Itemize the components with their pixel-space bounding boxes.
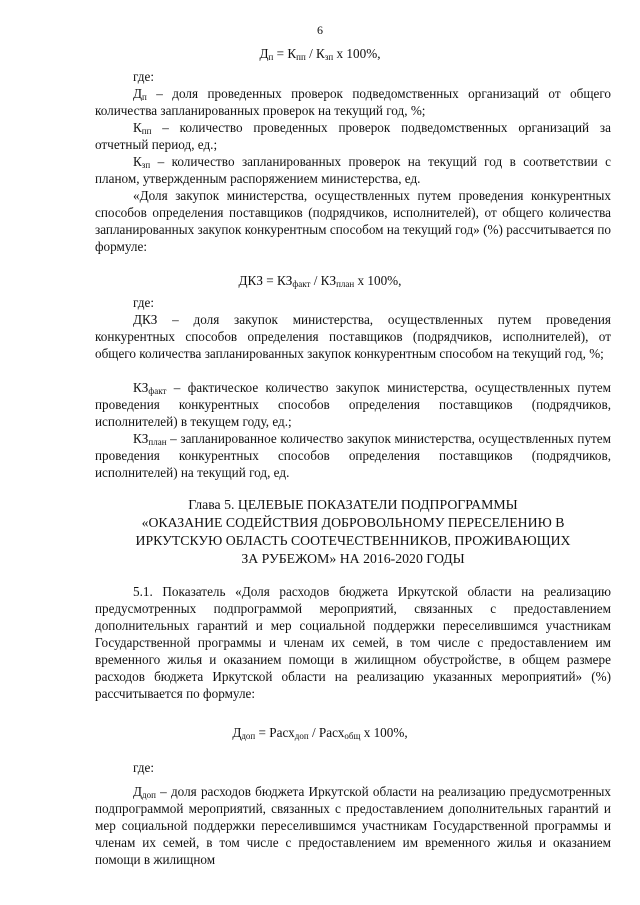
def-symbol: К — [133, 154, 142, 169]
def-text: – доля расходов бюджета Иркутской области на реализацию предусмотренных подпрограммой мероприятий, связанных с предоставлением дополнительных гарантий и мер социальной поддержки переселившимся участникам Государственной программы и членам их семей, в том числе с предоставлением им временного жилья и оказанием помощи в жилищном — [95, 784, 611, 867]
def-text: – запланированное количество закупок министерства, осуществленных путем проведения конкурентных способов определения поставщиков (подрядчиков, исполнителей) на текущий год, ед. — [95, 431, 611, 480]
paragraph-dkz-intro: «Доля закупок министерства, осуществленных путем проведения конкурентных способов определения поставщиков (подрядчиков, исполнителей), от общего количества запланированных закупок конкурентным способом на текущий год» (%) рассчитывается по формуле: — [95, 188, 611, 254]
formula-dkz — [0, 272, 640, 289]
formula-ddop — [0, 724, 640, 741]
definition-kz-plan — [95, 430, 611, 481]
formula-dp — [0, 45, 640, 62]
def-text: – количество запланированных проверок на текущий год в соответствии с планом, утвержденным распоряжением министерства, ед. — [95, 154, 611, 186]
def-text: – количество проведенных проверок подведомственных организаций за отчетный период, ед.; — [95, 120, 611, 152]
where-label: где: — [133, 69, 154, 84]
chapter-heading — [95, 496, 611, 568]
formula-subscript: доп — [241, 731, 256, 741]
formula-symbol: Д — [259, 46, 269, 61]
definition-ddop — [95, 783, 611, 868]
def-symbol: Д — [133, 86, 142, 101]
formula-symbol: Д — [232, 725, 242, 740]
definition-dp — [95, 85, 611, 119]
formula-subscript: доп — [294, 731, 309, 741]
def-text: – доля проведенных проверок подведомственных организаций от общего количества запланированных проверок на текущий год, %; — [95, 86, 611, 118]
where-label: где: — [133, 760, 154, 775]
formula-subscript: общ — [344, 731, 361, 741]
heading-line: «ОКАЗАНИЕ СОДЕЙСТВИЯ ДОБРОВОЛЬНОМУ ПЕРЕСЕЛЕНИЮ В — [141, 515, 565, 530]
def-text: – фактическое количество закупок министерства, осуществленных путем проведения конкурентных способов определения поставщиков (подрядчиков, исполнителей) в текущем году, ед.; — [95, 380, 611, 429]
definition-kzp — [95, 153, 611, 187]
heading-line: Глава 5. ЦЕЛЕВЫЕ ПОКАЗАТЕЛИ ПОДПРОГРАММЫ — [188, 497, 518, 512]
def-subscript: план — [148, 437, 167, 447]
def-symbol: КЗ — [133, 431, 149, 446]
def-subscript: пп — [141, 126, 152, 136]
formula-text: / К — [305, 46, 325, 61]
def-subscript: зп — [141, 160, 151, 170]
formula-subscript: план — [336, 279, 355, 289]
formula-text: х 100%, — [360, 725, 408, 740]
formula-text: х 100%, — [333, 46, 381, 61]
formula-text: / Расх — [308, 725, 345, 740]
def-subscript: факт — [148, 386, 167, 396]
formula-text: = К — [273, 46, 297, 61]
def-subscript: доп — [142, 790, 156, 800]
formula-text: ДКЗ = КЗ — [238, 273, 293, 288]
definition-kpp — [95, 119, 611, 153]
page-number: 6 — [317, 23, 323, 37]
where-label: где: — [133, 295, 154, 310]
formula-subscript: п — [268, 52, 274, 62]
formula-subscript: зп — [324, 52, 334, 62]
formula-text: / КЗ — [310, 273, 337, 288]
paragraph-5-1: 5.1. Показатель «Доля расходов бюджета Иркутской области на реализацию предусмотренных подпрограммой мероприятий, связанных с предоставлением дополнительных гарантий и мер социальной поддержки переселившимся участникам Государственной программы и членам их семей, в том числе с предоставлением им временного жилья и оказанием помощи в жилищном обустройстве, в общем размере расходов бюджета Иркутской области на реализацию указанных мероприятий» (%) рассчитывается по формуле: — [95, 584, 611, 701]
formula-subscript: пп — [296, 52, 306, 62]
definition-dkz: ДКЗ – доля закупок министерства, осуществленных путем проведения конкурентных способов определения поставщиков (подрядчиков, исполнителей), от общего количества запланированных закупок конкурентным способом на текущий год, %; — [95, 312, 611, 361]
def-symbol: Д — [133, 784, 142, 799]
definition-kz-fakt — [95, 379, 611, 430]
formula-text: = Расх — [255, 725, 295, 740]
formula-subscript: факт — [292, 279, 311, 289]
def-symbol: КЗ — [133, 380, 149, 395]
heading-line: ИРКУТСКУЮ ОБЛАСТЬ СООТЕЧЕСТВЕННИКОВ, ПРОЖИВАЮЩИХ — [135, 533, 571, 548]
def-symbol: К — [133, 120, 142, 135]
heading-line: ЗА РУБЕЖОМ» НА 2016-2020 ГОДЫ — [241, 551, 465, 566]
def-subscript: п — [142, 92, 147, 102]
formula-text: х 100%, — [354, 273, 402, 288]
